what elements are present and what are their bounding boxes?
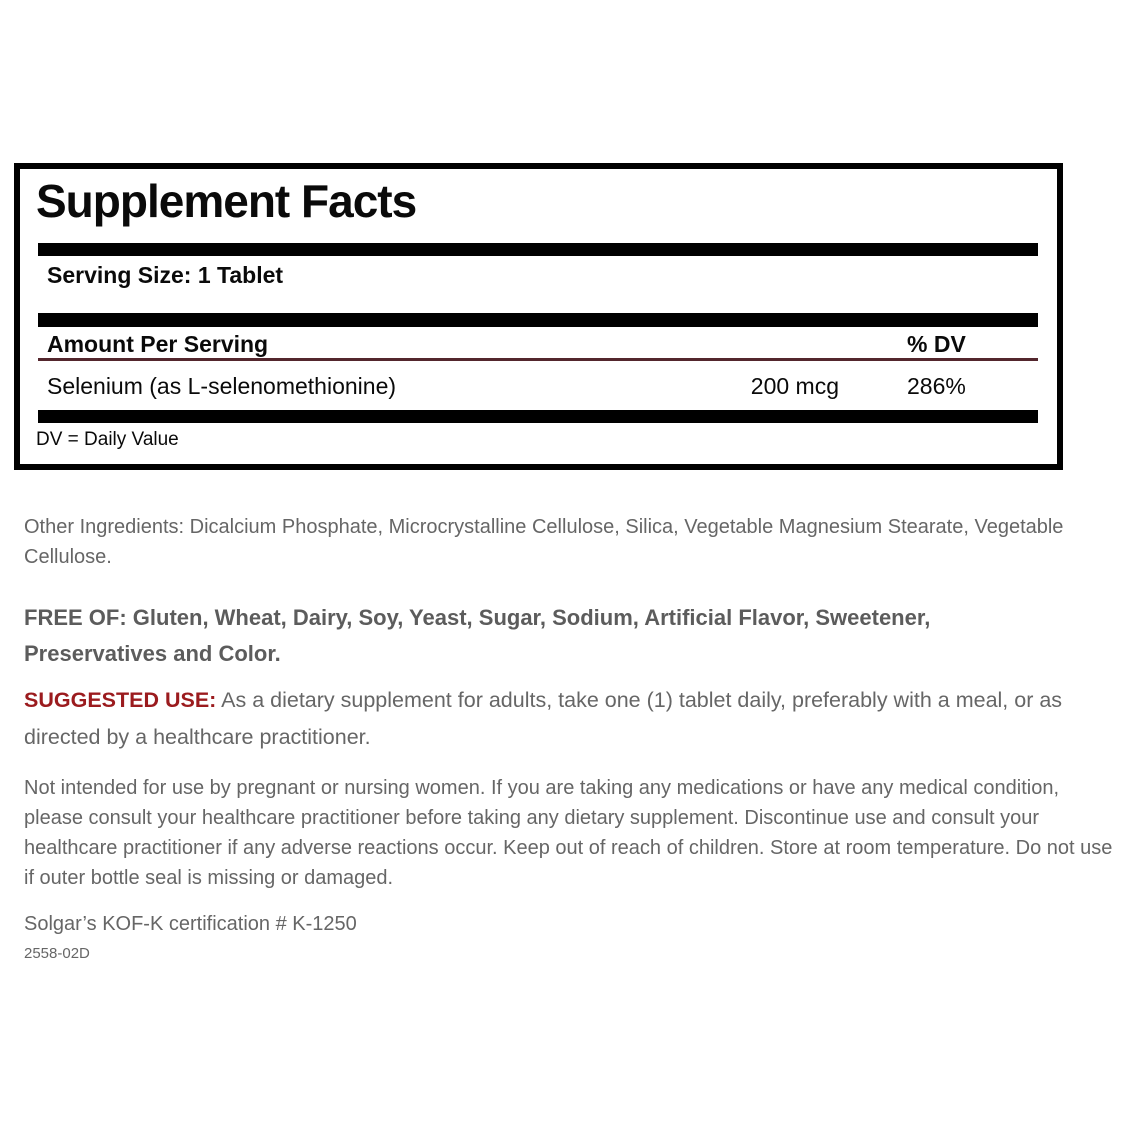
kof-k-certification-text: Solgar’s KOF-K certification # K-1250 [24, 913, 357, 935]
ingredient-amount: 200 mcg [750, 373, 839, 399]
divider-bar-thick-middle [38, 313, 1038, 327]
serving-size: Serving Size: 1 Tablet [47, 262, 284, 288]
suggested-use-label: SUGGESTED USE: [24, 688, 217, 712]
ingredient-name: Selenium (as L-selenomethionine) [47, 373, 397, 399]
suggested-use-text: As a dietary supplement for adults, take one (1) tablet daily, preferably with a meal, or as directed by a healthcare practitioner. [24, 688, 1063, 749]
item-code: 2558-02D [24, 945, 90, 962]
divider-bar-thick-top [38, 243, 1038, 256]
warning-text: Not intended for use by pregnant or nursing women. If you are taking any medications or have any medical condition, please consult your healthcare practitioner before taking any dietary supplement. Discontinue use and consult your healthcare practitioner if any adverse reactions occur. Keep out of reach of children. Store at room temperature. Do not use if outer bottle seal is missing or damaged. [24, 777, 1113, 889]
supplement-facts-panel [14, 163, 1063, 470]
divider-bar-thick-bottom [38, 410, 1038, 423]
percent-dv-header: % DV [907, 331, 966, 357]
free-of-text: FREE OF: Gluten, Wheat, Dairy, Soy, Yeast, Sugar, Sodium, Artificial Flavor, Sweetener, Preservatives and Color. [24, 605, 931, 666]
ingredient-dv-percent: 286% [907, 373, 966, 399]
table-header-row [38, 331, 1040, 358]
other-ingredients-text: Other Ingredients: Dicalcium Phosphate, Microcrystalline Cellulose, Silica, Vegetable Magnesium Stearate, Vegetable Cellulose. [24, 516, 1064, 568]
dv-footnote: DV = Daily Value [36, 429, 179, 450]
divider-rule-maroon [38, 358, 1038, 361]
amount-per-serving-header: Amount Per Serving [47, 331, 269, 357]
panel-title: Supplement Facts [36, 175, 417, 227]
suggested-use-paragraph [24, 682, 1066, 756]
table-row [38, 373, 1040, 400]
